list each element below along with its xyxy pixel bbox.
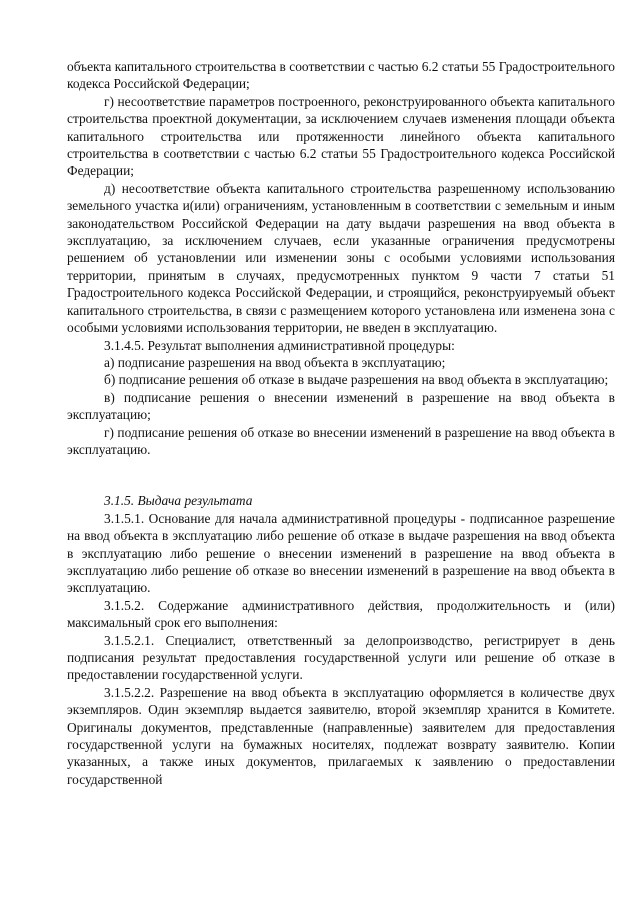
paragraph-result-v: в) подписание решения о внесении изменений в разрешение на ввод объекта в эксплуатацию; <box>67 389 615 423</box>
paragraph-result-g: г) подписание решения об отказе во внесении изменений в разрешение на ввод объекта в эксплуатацию. <box>67 424 615 457</box>
paragraph-3-1-4-5: 3.1.4.5. Результат выполнения административной процедуры: <box>104 337 455 353</box>
paragraph-3-1-5-2-1: 3.1.5.2.1. Специалист, ответственный за делопроизводство, регистрирует в день подписания результат предоставления государственной услуги или решение об отказе в предоставлении государственной услуги. <box>67 632 615 683</box>
paragraph-result-b: б) подписание решения об отказе в выдаче разрешения на ввод объекта в эксплуатацию; <box>104 372 609 388</box>
document-page <box>67 58 615 788</box>
paragraph-3-1-5-1: 3.1.5.1. Основание для начала административной процедуры - подписанное разрешение на ввод объекта в эксплуатацию либо решение об отказе в выдаче разрешения на ввод объекта в эксплуатацию либо решение о внесении изменений в разрешение на ввод объекта в эксплуатацию либо решение об отказе во внесении изменений в разрешение на ввод объекта в эксплуатацию. <box>67 510 615 596</box>
section-heading: 3.1.5. Выдача результата <box>104 493 253 509</box>
paragraph-3-1-5-2: 3.1.5.2. Содержание административного действия, продолжительность и (или) максимальный срок его выполнения: <box>67 597 615 631</box>
paragraph-item-g: г) несоответствие параметров построенного, реконструированного объекта капитального строительства проектной документации, за исключением случаев изменения площади объекта капитального строительства или протяженности линейного объекта капитального строительства в соответствии с частью 6.2 статьи 55 Градостроительного кодекса Российской Федерации; <box>67 93 615 179</box>
paragraph-item-d: д) несоответствие объекта капитального строительства разрешенному использованию земельного участка и(или) ограничениям, установленным в соответствии с земельным и иным законодательством Российской Федерации на дату выдачи разрешения на ввод объекта в эксплуатацию, за исключением случаев, если указанные ограничения предусмотрены решением об установлении или изменении зоны с особыми условиями использования территории, принятым в случаях, предусмотренных пунктом 9 части 7 статьи 51 Градостроительного кодекса Российской Федерации, и строящийся, реконструируемый объект капитального строительства, в связи с размещением которого установлена или изменена зона с особыми условиями использования территории, не введен в эксплуатацию. <box>67 180 615 336</box>
section-gap <box>67 458 615 492</box>
paragraph-continuation: объекта капитального строительства в соответствии с частью 6.2 статьи 55 Градостроительного кодекса Российской Федерации; <box>67 59 615 92</box>
paragraph-3-1-5-2-2: 3.1.5.2.2. Разрешение на ввод объекта в эксплуатацию оформляется в количестве двух экземпляров. Один экземпляр выдается заявителю, второй экземпляр хранится в Комитете. Оригиналы документов, представленные (направленные) заявителем для предоставления государственной услуги на бумажных носителях, подлежат возврату заявителю. Копии указанных, а также иных документов, прилагаемых к заявлению о предоставлении государственной <box>67 684 615 787</box>
paragraph-result-a: а) подписание разрешения на ввод объекта в эксплуатацию; <box>104 354 446 370</box>
